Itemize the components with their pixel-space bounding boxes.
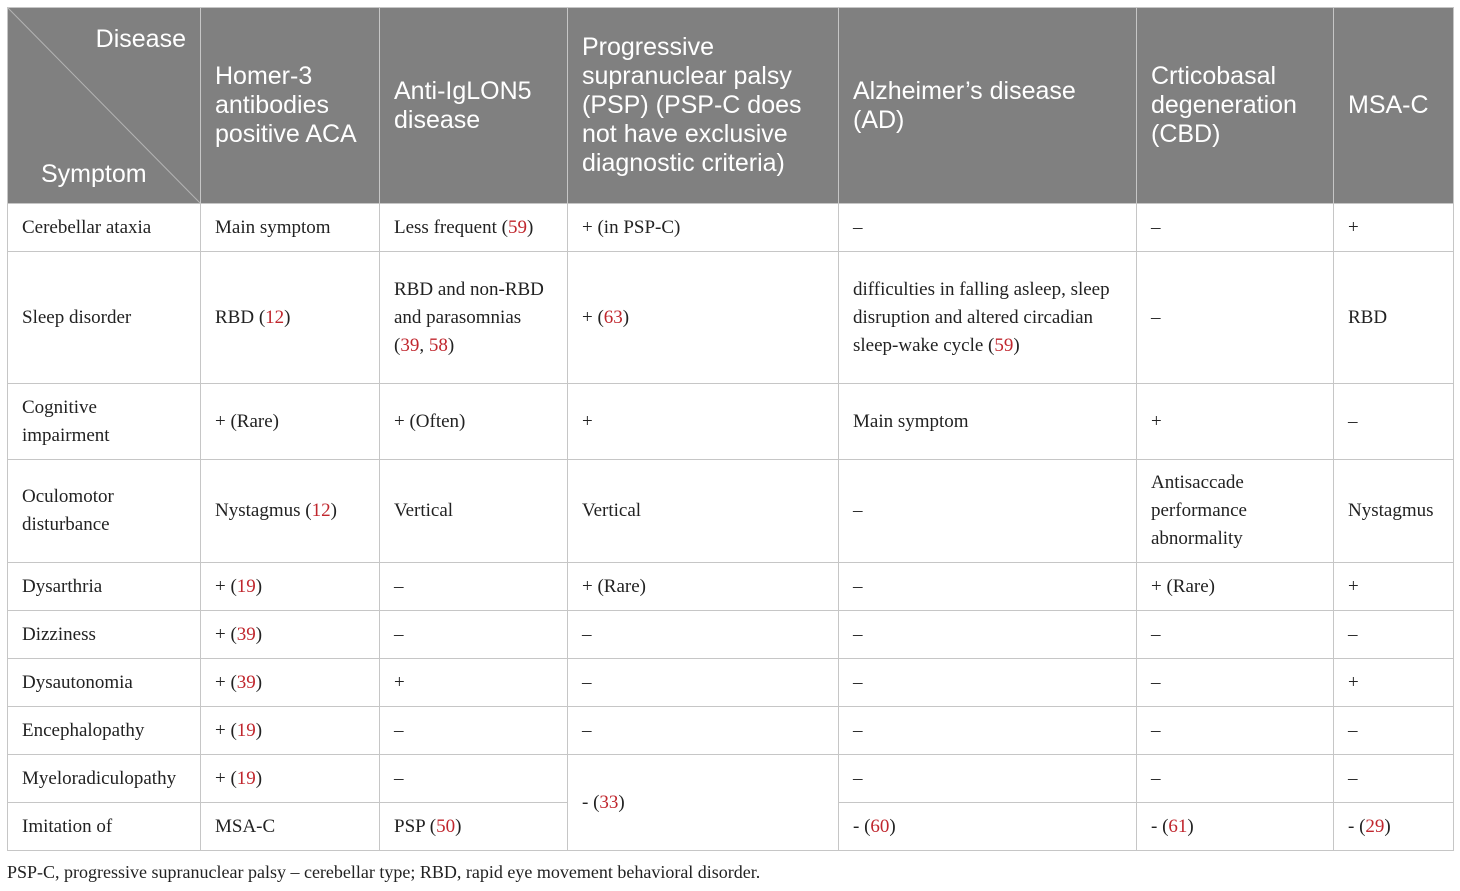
column-header-cbd: Crticobasal degeneration (CBD) bbox=[1137, 8, 1334, 204]
cell-text: + ( bbox=[215, 719, 237, 741]
cell-text: PSP ( bbox=[394, 815, 437, 837]
table-cell bbox=[201, 563, 380, 611]
cell-text: - ( bbox=[1348, 815, 1366, 837]
cell-text: – bbox=[1151, 623, 1161, 645]
cell-text: – bbox=[582, 719, 592, 741]
table-cell bbox=[839, 563, 1137, 611]
table-cell bbox=[568, 659, 839, 707]
cell-text: + bbox=[394, 671, 405, 693]
corner-symptom-label: Symptom bbox=[41, 160, 147, 188]
reference-link[interactable]: 60 bbox=[870, 815, 890, 837]
table-row bbox=[8, 563, 1454, 611]
cell-text: – bbox=[1151, 671, 1161, 693]
table-cell bbox=[380, 204, 568, 252]
cell-text: + bbox=[1151, 410, 1162, 432]
cell-text: ) bbox=[455, 815, 462, 837]
table-cell bbox=[568, 563, 839, 611]
cell-text: – bbox=[853, 216, 863, 238]
table-row bbox=[8, 659, 1454, 707]
reference-link[interactable]: 39 bbox=[400, 334, 420, 356]
table-cell bbox=[380, 803, 568, 851]
column-header-psp: Progressive supranuclear palsy (PSP) (PSP-C does not have exclusive diagnostic criteria) bbox=[568, 8, 839, 204]
cell-text: ) bbox=[255, 719, 263, 741]
cell-text: – bbox=[1348, 623, 1358, 645]
cell-text: – bbox=[394, 719, 404, 741]
cell-text: Nystagmus bbox=[1348, 500, 1434, 521]
cell-text: ) bbox=[1013, 334, 1020, 356]
table-cell bbox=[1137, 460, 1334, 563]
table-cell bbox=[201, 659, 380, 707]
table-cell bbox=[201, 707, 380, 755]
reference-link[interactable]: 39 bbox=[236, 623, 256, 645]
table-cell bbox=[1137, 803, 1334, 851]
cell-text: – bbox=[582, 671, 592, 693]
cell-text: - ( bbox=[1151, 815, 1169, 837]
reference-link[interactable]: 12 bbox=[311, 500, 331, 521]
cell-text: + (Rare) bbox=[215, 410, 279, 432]
table-cell bbox=[1137, 707, 1334, 755]
column-header-ad: Alzheimer’s disease (AD) bbox=[839, 8, 1137, 204]
table-cell bbox=[1334, 460, 1454, 563]
cell-text: – bbox=[394, 623, 404, 645]
cell-text: RBD bbox=[1348, 306, 1388, 328]
table-cell bbox=[839, 460, 1137, 563]
table-cell bbox=[201, 611, 380, 659]
cell-text: + ( bbox=[215, 671, 237, 693]
table-cell bbox=[380, 707, 568, 755]
table-row bbox=[8, 252, 1454, 384]
cell-text: Vertical bbox=[394, 500, 454, 521]
cell-text: Main symptom bbox=[215, 216, 331, 238]
row-header-cell: Dizziness bbox=[8, 611, 201, 659]
table-cell bbox=[201, 460, 380, 563]
table-cell bbox=[839, 252, 1137, 384]
cell-text: – bbox=[1151, 719, 1161, 741]
table-cell bbox=[1334, 252, 1454, 384]
symptom-comparison-table bbox=[7, 7, 1454, 851]
table-cell bbox=[380, 611, 568, 659]
row-header-cell: Imitation of bbox=[8, 803, 201, 851]
table-cell bbox=[380, 252, 568, 384]
cell-text: – bbox=[394, 575, 404, 597]
table-cell bbox=[201, 384, 380, 460]
table-cell bbox=[201, 755, 380, 803]
cell-text: ) bbox=[330, 500, 337, 521]
reference-link[interactable]: 19 bbox=[236, 767, 256, 789]
table-cell bbox=[839, 611, 1137, 659]
comparison-table-container bbox=[7, 7, 1453, 851]
corner-disease-label: Disease bbox=[95, 25, 186, 53]
table-cell bbox=[1334, 707, 1454, 755]
table-cell bbox=[568, 252, 839, 384]
table-cell bbox=[1334, 803, 1454, 851]
row-header-cell: Myeloradiculopathy bbox=[8, 755, 201, 803]
cell-text: – bbox=[853, 500, 863, 521]
table-cell bbox=[201, 803, 380, 851]
table-cell bbox=[1137, 755, 1334, 803]
table-cell-merged bbox=[568, 755, 839, 851]
table-cell bbox=[839, 755, 1137, 803]
cell-text: – bbox=[582, 623, 592, 645]
row-header-cell: Cognitive impairment bbox=[8, 384, 201, 460]
cell-text: + ( bbox=[215, 623, 237, 645]
cell-text: ) bbox=[255, 767, 263, 789]
column-header-msac: MSA-C bbox=[1334, 8, 1454, 204]
reference-link[interactable]: 61 bbox=[1168, 815, 1188, 837]
table-row bbox=[8, 755, 1454, 803]
cell-text: – bbox=[1348, 767, 1358, 789]
table-cell bbox=[201, 252, 380, 384]
cell-text: difficulties in falling asleep, sleep disruption and altered circadian sleep-wake cycle ( bbox=[853, 278, 1110, 356]
table-cell bbox=[839, 707, 1137, 755]
table-cell bbox=[1137, 659, 1334, 707]
table-cell bbox=[1137, 563, 1334, 611]
cell-text: + (Rare) bbox=[1151, 575, 1215, 597]
row-header-cell: Dysarthria bbox=[8, 563, 201, 611]
table-cell bbox=[839, 803, 1137, 851]
row-header-cell: Sleep disorder bbox=[8, 252, 201, 384]
cell-text: ) bbox=[255, 575, 263, 597]
table-row bbox=[8, 204, 1454, 252]
cell-text: ) bbox=[284, 306, 291, 328]
table-cell bbox=[380, 460, 568, 563]
table-cell bbox=[568, 460, 839, 563]
cell-text: Main symptom bbox=[853, 410, 969, 432]
reference-link[interactable]: 19 bbox=[236, 575, 256, 597]
column-header-homer3: Homer-3 antibodies positive ACA bbox=[201, 8, 380, 204]
cell-text: + ( bbox=[215, 767, 237, 789]
cell-text: Nystagmus ( bbox=[215, 500, 312, 521]
reference-link[interactable]: 12 bbox=[265, 306, 285, 328]
table-cell bbox=[201, 204, 380, 252]
cell-text: + (in PSP-C) bbox=[582, 216, 681, 238]
table-cell bbox=[380, 563, 568, 611]
cell-text: – bbox=[1151, 767, 1161, 789]
reference-link[interactable]: 59 bbox=[994, 334, 1014, 356]
table-cell bbox=[839, 384, 1137, 460]
table-cell bbox=[1137, 384, 1334, 460]
cell-text: + ( bbox=[582, 306, 604, 328]
row-header-cell: Dysautonomia bbox=[8, 659, 201, 707]
cell-text: ) bbox=[447, 334, 455, 356]
cell-text: + bbox=[582, 410, 593, 432]
table-cell bbox=[1334, 204, 1454, 252]
table-cell bbox=[1334, 384, 1454, 460]
cell-text: , bbox=[419, 334, 429, 356]
cell-text: – bbox=[853, 623, 863, 645]
cell-text: + ( bbox=[215, 575, 237, 597]
cell-text: + bbox=[1348, 671, 1359, 693]
cell-text: ) bbox=[255, 671, 263, 693]
cell-text: - ( bbox=[853, 815, 871, 837]
cell-text: – bbox=[853, 671, 863, 693]
table-cell bbox=[839, 204, 1137, 252]
row-header-cell: Cerebellar ataxia bbox=[8, 204, 201, 252]
table-body bbox=[8, 204, 1454, 851]
table-cell bbox=[380, 384, 568, 460]
reference-link[interactable]: 19 bbox=[236, 719, 256, 741]
table-row bbox=[8, 707, 1454, 755]
cell-text: – bbox=[853, 767, 863, 789]
cell-text: – bbox=[1348, 719, 1358, 741]
column-header-iglon5: Anti-IgLON5 disease bbox=[380, 8, 568, 204]
reference-link[interactable]: 50 bbox=[436, 815, 456, 837]
cell-text: – bbox=[1151, 306, 1161, 328]
cell-text: ) bbox=[622, 306, 630, 328]
cell-text: – bbox=[853, 719, 863, 741]
header-row bbox=[8, 8, 1454, 204]
cell-text: + bbox=[1348, 216, 1359, 238]
table-cell bbox=[568, 384, 839, 460]
table-cell bbox=[839, 659, 1137, 707]
table-cell bbox=[380, 659, 568, 707]
reference-link[interactable]: 58 bbox=[428, 334, 448, 356]
cell-text: + bbox=[1348, 575, 1359, 597]
table-row bbox=[8, 384, 1454, 460]
cell-text: ) bbox=[889, 815, 896, 837]
cell-text: – bbox=[1151, 216, 1161, 238]
table-cell bbox=[1334, 659, 1454, 707]
table-cell bbox=[1137, 611, 1334, 659]
cell-text: – bbox=[394, 767, 404, 789]
cell-text: + (Rare) bbox=[582, 575, 646, 597]
table-cell bbox=[1334, 563, 1454, 611]
cell-text: – bbox=[1348, 410, 1358, 432]
table-cell bbox=[1137, 252, 1334, 384]
corner-header-cell bbox=[8, 8, 201, 204]
table-cell bbox=[380, 755, 568, 803]
cell-text: Vertical bbox=[582, 500, 642, 521]
cell-text: RBD and non-RBD and parasomnias ( bbox=[394, 278, 544, 356]
row-header-cell: Encephalopathy bbox=[8, 707, 201, 755]
table-row bbox=[8, 460, 1454, 563]
cell-text: + (Often) bbox=[394, 410, 466, 432]
table-cell bbox=[568, 204, 839, 252]
cell-text: ) bbox=[1384, 815, 1391, 837]
reference-link[interactable]: 29 bbox=[1365, 815, 1385, 837]
cell-text: RBD ( bbox=[215, 306, 266, 328]
cell-text: ) bbox=[618, 791, 625, 813]
cell-text: - ( bbox=[582, 791, 600, 813]
cell-text: – bbox=[853, 575, 863, 597]
reference-link[interactable]: 63 bbox=[603, 306, 623, 328]
table-row bbox=[8, 611, 1454, 659]
table-cell bbox=[568, 611, 839, 659]
cell-text: Antisaccade performance abnormality bbox=[1151, 472, 1247, 549]
cell-text: ) bbox=[526, 216, 534, 238]
cell-text: ) bbox=[1187, 815, 1194, 837]
table-cell bbox=[1334, 755, 1454, 803]
reference-link[interactable]: 59 bbox=[507, 216, 527, 238]
reference-link[interactable]: 33 bbox=[599, 791, 619, 813]
reference-link[interactable]: 39 bbox=[236, 671, 256, 693]
cell-text: Less frequent ( bbox=[394, 216, 508, 238]
cell-text: MSA-C bbox=[215, 815, 276, 837]
table-cell bbox=[568, 707, 839, 755]
table-cell bbox=[1334, 611, 1454, 659]
row-header-cell: Oculomotor disturbance bbox=[8, 460, 201, 563]
cell-text: ) bbox=[255, 623, 263, 645]
table-footnote: PSP-C, progressive supranuclear palsy – cerebellar type; RBD, rapid eye movement behavioral disorder. bbox=[7, 862, 761, 882]
table-cell bbox=[1137, 204, 1334, 252]
